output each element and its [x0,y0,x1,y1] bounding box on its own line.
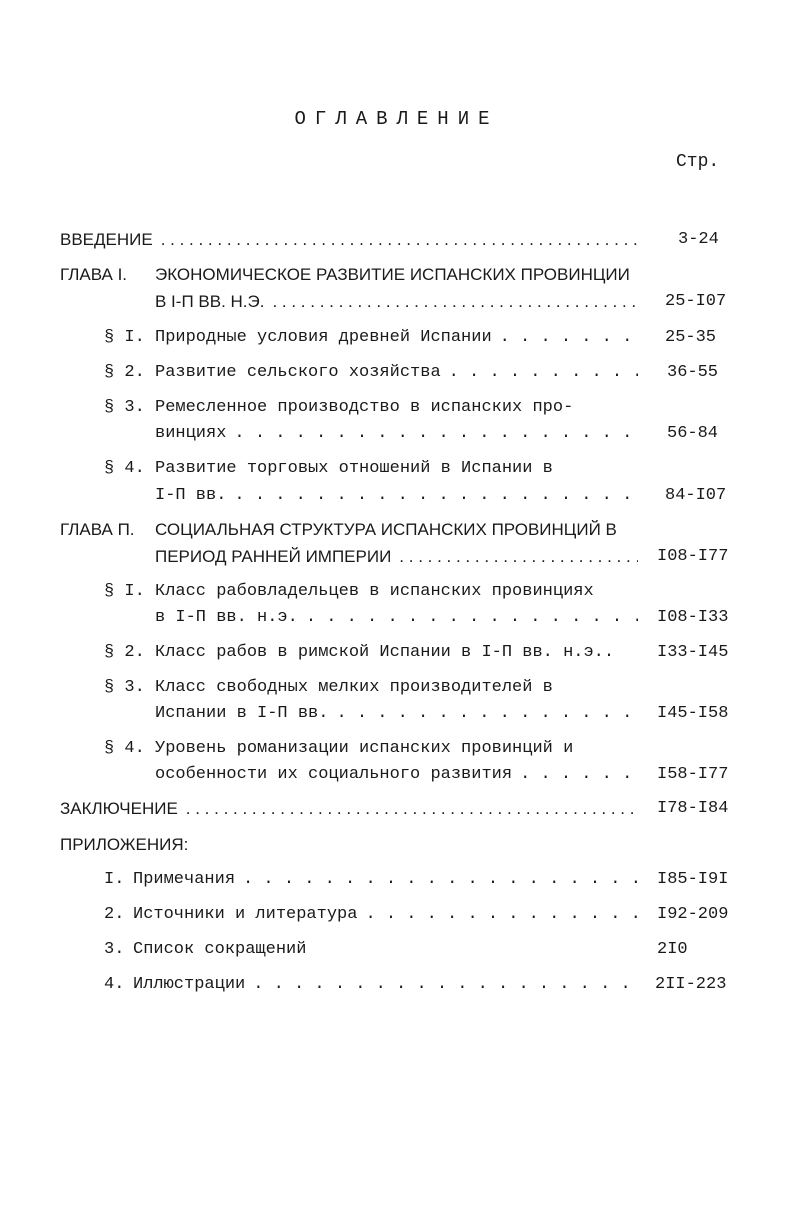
leader-dots [520,765,638,784]
chapter-1-title-line2[interactable] [155,292,638,312]
chapter-2-label: ГЛАВА П. [60,520,135,539]
appendix-number: 4. [104,975,125,994]
section-title-line1[interactable]: Уровень романизации испанских провинций и [155,739,574,758]
leader-dots [234,486,638,505]
section-pages: I33-I45 [657,643,729,662]
page-column-label: Стр. [676,152,720,172]
section-number: § 3. [104,398,145,417]
toc-entry-intro[interactable] [60,230,638,250]
toc-appendix-4[interactable] [133,975,638,994]
leader-dots [186,799,638,819]
toc-section-1-2[interactable] [155,363,638,382]
appendix-pages: 2II-223 [655,975,727,994]
leader-dots [336,704,638,723]
leader-dots [449,363,638,382]
section-pages: I58-I77 [657,765,729,784]
leader-dots [234,424,638,443]
toc-section-2-1[interactable] [155,608,638,627]
toc-entry-conclusion-title: ЗАКЛЮЧЕНИЕ [60,799,178,818]
appendix-number: 2. [104,905,125,924]
toc-section-1-3[interactable] [155,424,638,443]
toc-entry-intro-title: ВВЕДЕНИЕ [60,230,153,249]
section-title-line2: особенности их социального развития [155,765,513,784]
appendix-number: 3. [104,940,125,959]
toc-entry-intro-pages: 3-24 [678,230,719,249]
section-number: § I. [104,328,145,347]
chapter-2-title-line2-text: ПЕРИОД РАННЕЙ ИМПЕРИИ [155,547,392,566]
section-pages: 84-I07 [665,486,727,505]
leader-dots [306,608,638,627]
appendix-title: Иллюстрации [133,975,246,994]
chapter-2-title-line1[interactable]: СОЦИАЛЬНАЯ СТРУКТУРА ИСПАНСКИХ ПРОВИНЦИЙ В [155,520,617,539]
leader-dots [365,905,638,924]
toc-section-2-3[interactable] [155,704,638,723]
section-pages: I45-I58 [657,704,729,723]
appendix-title: Примечания [133,870,236,889]
section-pages: 25-35 [665,328,717,347]
leader-dots [253,975,638,994]
page-title: ОГЛАВЛЕНИЕ [294,108,499,130]
section-pages: 56-84 [667,424,719,443]
section-number: § 3. [104,678,145,697]
chapter-1-title-line2-text: В I-П ВВ. Н.Э. [155,292,265,311]
chapter-1-label: ГЛАВА I. [60,265,128,284]
toc-appendix-2[interactable] [133,905,638,924]
section-number: § 2. [104,363,145,382]
section-number: § I. [104,582,145,601]
toc-entry-conclusion-pages: I78-I84 [657,799,729,818]
chapter-2-title-line2[interactable] [155,547,638,567]
appendix-pages: I85-I9I [657,870,729,889]
section-number: § 4. [104,459,145,478]
leader-dots [272,292,638,312]
appendix-number: I. [104,870,125,889]
section-title-line2: I-П вв. [155,486,227,505]
chapter-2-pages: I08-I77 [657,547,729,566]
section-number: § 2. [104,643,145,662]
toc-section-1-4[interactable] [155,486,638,505]
section-title-line2: винциях [155,424,227,443]
section-title-line1[interactable]: Развитие торговых отношений в Испании в [155,459,553,478]
section-title-line1[interactable]: Класс свободных мелких производителей в [155,678,553,697]
chapter-1-pages: 25-I07 [665,292,727,311]
section-title-line2: в I-П вв. н.э. [155,608,298,627]
section-title-line2: Испании в I-П вв. [155,704,329,723]
toc-entry-conclusion[interactable] [60,799,638,819]
appendices-heading: ПРИЛОЖЕНИЯ: [60,835,189,854]
appendix-pages: I92-209 [657,905,729,924]
appendix-title: Источники и литература [133,905,358,924]
toc-appendix-3[interactable]: Список сокращений [133,940,307,959]
section-title-line1[interactable]: Класс рабовладельцев в испанских провинциях [155,582,594,601]
leader-dots [399,547,638,567]
toc-section-1-1[interactable] [155,328,638,347]
leader-dots [161,230,638,250]
section-pages: 36-55 [667,363,719,382]
toc-section-2-2[interactable]: Класс рабов в римской Испании в I-П вв. н.э.. [155,643,615,662]
appendix-pages: 2I0 [657,940,688,959]
leader-dots [500,328,638,347]
section-pages: I08-I33 [657,608,729,627]
section-title: Развитие сельского хозяйства [155,363,441,382]
chapter-1-title-line1[interactable]: ЭКОНОМИЧЕСКОЕ РАЗВИТИЕ ИСПАНСКИХ ПРОВИНЦИИ [155,265,630,284]
section-number: § 4. [104,739,145,758]
toc-appendix-1[interactable] [133,870,638,889]
leader-dots [243,870,638,889]
toc-section-2-4[interactable] [155,765,638,784]
section-title-line1[interactable]: Ремесленное производство в испанских про- [155,398,574,417]
section-title: Природные условия древней Испании [155,328,492,347]
